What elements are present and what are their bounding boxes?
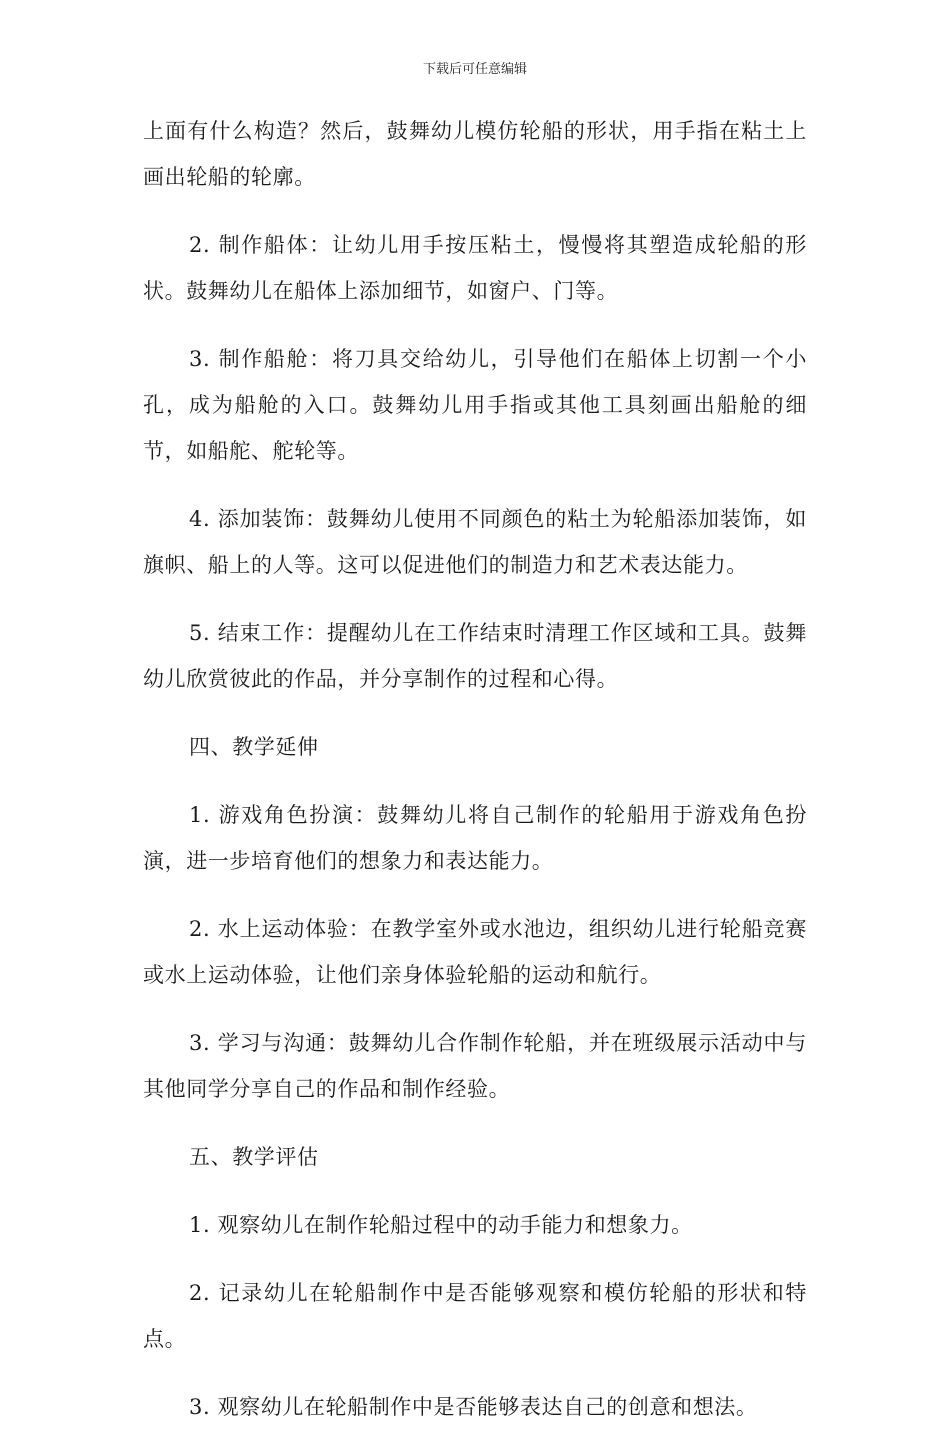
paragraph-assessment-2: 2. 记录幼儿在轮船制作中是否能够观察和模仿轮船的形状和特点。	[143, 1281, 807, 1351]
paragraph-step-4: 4. 添加装饰：鼓舞幼儿使用不同颜色的粘土为轮船添加装饰，如旗帜、船上的人等。这可以促进他们的制造力和艺术表达能力。	[143, 507, 807, 577]
page-header-note: 下载后可任意编辑	[422, 62, 527, 77]
paragraph-extension-2: 2. 水上运动体验：在教学室外或水池边，组织幼儿进行轮船竞赛或水上运动体验，让他们亲身体验轮船的运动和航行。	[143, 917, 807, 987]
section-heading-assessment: 五、教学评估	[189, 1145, 319, 1169]
paragraph-extension-1: 1. 游戏角色扮演：鼓舞幼儿将自己制作的轮船用于游戏角色扮演，进一步培育他们的想象力和表达能力。	[143, 803, 807, 873]
paragraph-assessment-1: 1. 观察幼儿在制作轮船过程中的动手能力和想象力。	[189, 1213, 693, 1237]
section-heading-extension: 四、教学延伸	[189, 735, 319, 759]
paragraph-assessment-3: 3. 观察幼儿在轮船制作中是否能够表达自己的创意和想法。	[189, 1395, 758, 1419]
paragraph-extension-3: 3. 学习与沟通：鼓舞幼儿合作制作轮船，并在班级展示活动中与其他同学分享自己的作品和制作经验。	[143, 1031, 807, 1101]
paragraph-step-2: 2. 制作船体：让幼儿用手按压粘土，慢慢将其塑造成轮船的形状。鼓舞幼儿在船体上添加细节，如窗户、门等。	[143, 233, 807, 303]
paragraph-continuation: 上面有什么构造？然后，鼓舞幼儿模仿轮船的形状，用手指在粘土上画出轮船的轮廓。	[143, 119, 807, 189]
document-body	[143, 108, 807, 1452]
paragraph-step-5: 5. 结束工作：提醒幼儿在工作结束时清理工作区域和工具。鼓舞幼儿欣赏彼此的作品，并分享制作的过程和心得。	[143, 621, 807, 691]
paragraph-step-3: 3. 制作船舱：将刀具交给幼儿，引导他们在船体上切割一个小孔，成为船舱的入口。鼓舞幼儿用手指或其他工具刻画出船舱的细节，如船舵、舵轮等。	[143, 347, 807, 463]
